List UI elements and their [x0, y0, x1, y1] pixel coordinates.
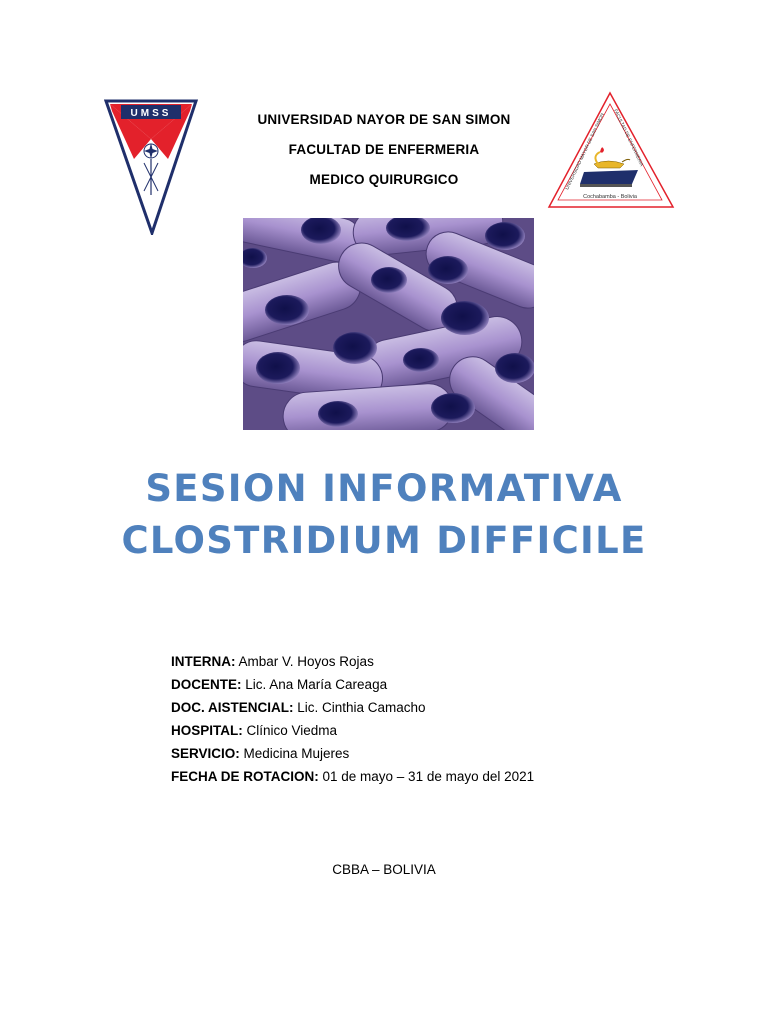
subject-name: MEDICO QUIRURGICO — [309, 172, 459, 187]
info-block — [171, 650, 534, 788]
info-value: 01 de mayo – 31 de mayo del 2021 — [318, 769, 535, 784]
info-label: HOSPITAL: — [171, 723, 243, 738]
umss-logo-text: UMSS — [130, 108, 172, 119]
header — [200, 112, 568, 202]
nursing-logo-side-text: FACULTAD DE ENFERMERIA — [613, 108, 645, 167]
nursing-logo-top-text: UNIVERSIDAD MAYOR DE SAN SIMON — [564, 112, 606, 191]
info-value: Medicina Mujeres — [239, 746, 350, 761]
faculty-name: FACULTAD DE ENFERMERIA — [288, 142, 480, 157]
umss-logo — [104, 99, 198, 235]
nursing-logo-bottom-text: Cochabamba - Bolivia — [583, 194, 637, 200]
info-label: DOC. AISTENCIAL: — [171, 700, 294, 715]
info-label: INTERNA: — [171, 654, 236, 669]
info-value: Clínico Viedma — [242, 723, 338, 738]
university-name: UNIVERSIDAD NAYOR DE SAN SIMON — [257, 112, 511, 127]
info-row-servicio — [171, 742, 534, 765]
info-row-fecha — [171, 765, 534, 788]
bacteria-image — [243, 218, 534, 430]
location-footer: CBBA – BOLIVIA — [332, 862, 436, 877]
info-value: Ambar V. Hoyos Rojas — [235, 654, 374, 669]
info-row-docente — [171, 673, 534, 696]
info-value: Lic. Cinthia Camacho — [293, 700, 426, 715]
document-title — [0, 463, 768, 567]
title-line-1: SESION INFORMATIVA — [145, 467, 623, 510]
nursing-faculty-logo — [546, 90, 676, 212]
title-line-2: CLOSTRIDIUM DIFFICILE — [121, 519, 647, 562]
info-label: DOCENTE: — [171, 677, 242, 692]
info-value: Lic. Ana María Careaga — [241, 677, 388, 692]
info-row-interna — [171, 650, 534, 673]
info-label: FECHA DE ROTACION: — [171, 769, 319, 784]
info-label: SERVICIO: — [171, 746, 240, 761]
info-row-doc-asistencial — [171, 696, 534, 719]
info-row-hospital — [171, 719, 534, 742]
